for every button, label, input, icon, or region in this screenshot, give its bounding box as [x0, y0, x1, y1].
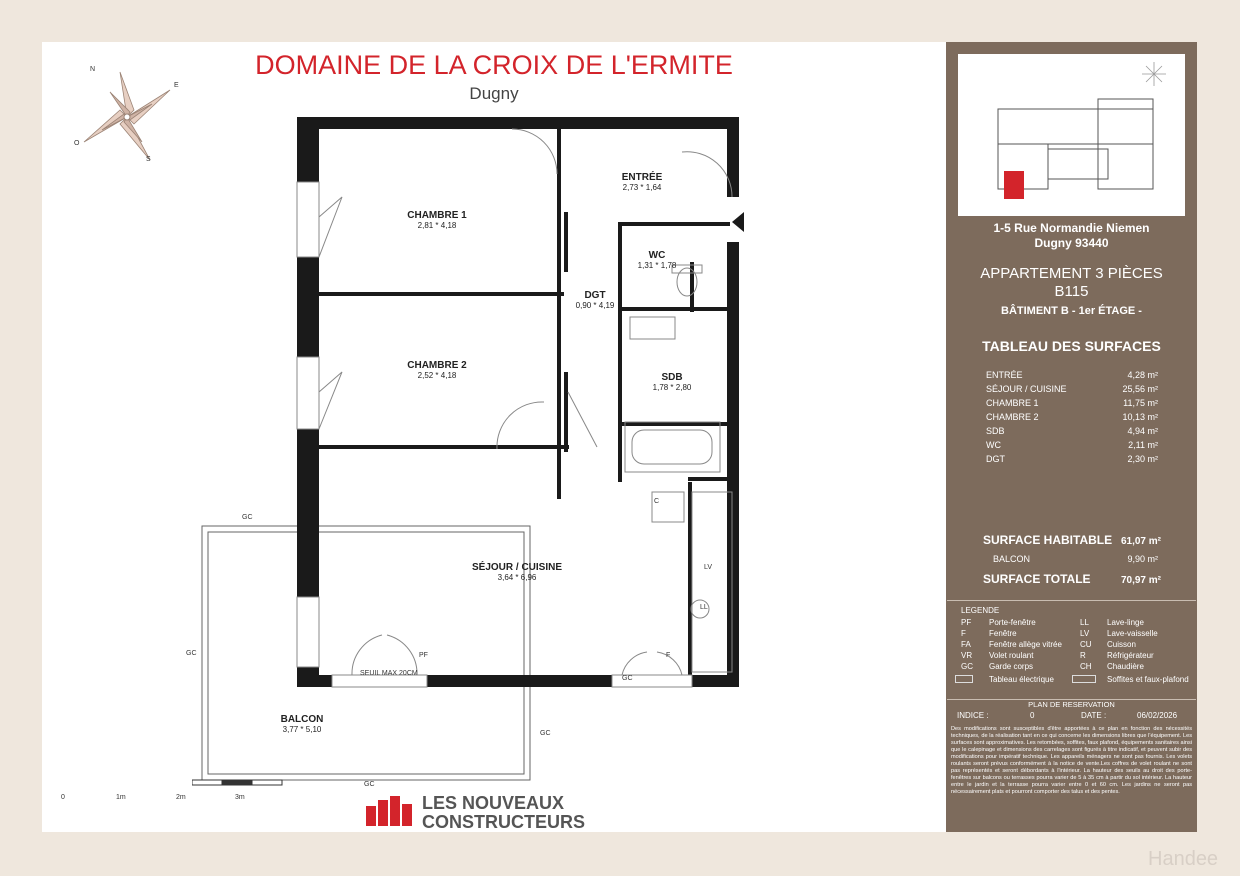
legend-code: LV	[1080, 629, 1090, 638]
label-lv: LV	[704, 564, 713, 571]
label-pf: PF	[419, 652, 428, 659]
surface-row: SDB 4,94 m²	[986, 426, 1158, 436]
brand-logo-text: LES NOUVEAUX CONSTRUCTEURS	[422, 793, 586, 832]
scale-2m: 2m	[176, 794, 186, 801]
room-sdb: SDB 1,78 * 2,80	[652, 372, 692, 392]
label-gc-balcony-right: GC	[540, 730, 551, 737]
room-chambre-2: CHAMBRE 2 2,52 * 4,18	[407, 360, 467, 380]
legend-code: VR	[961, 651, 973, 660]
legend-code: LL	[1080, 618, 1089, 627]
legend-text: Fenêtre	[989, 629, 1017, 638]
scale-1m: 1m	[116, 794, 126, 801]
legend-text: Lave-vaisselle	[1107, 629, 1158, 638]
label-seuil: SEUIL MAX 20CM	[360, 670, 418, 677]
tableau-electrique-icon	[955, 675, 973, 683]
label-c: C	[654, 498, 660, 505]
legend-text: Porte-fenêtre	[989, 618, 1036, 627]
sidebar-panel	[946, 42, 1197, 832]
legend-title: LEGENDE	[961, 606, 1000, 615]
legend-code: CH	[1080, 662, 1092, 671]
legend-code: PF	[961, 618, 972, 627]
legend-code: R	[1080, 651, 1086, 660]
plan-sheet	[42, 42, 946, 832]
address: 1-5 Rue Normandie Niemen Dugny 93440	[993, 221, 1150, 250]
date-label: DATE :	[1081, 711, 1107, 720]
apartment-info: APPARTEMENT 3 PIÈCES B115 BÂTIMENT B - 1er ÉTAGE -	[980, 265, 1163, 317]
surface-row: WC 2,11 m²	[986, 440, 1158, 450]
key-map-drawing	[958, 54, 1185, 216]
room-sejour-cuisine: SÉJOUR / CUISINE 3,64 * 6,96	[471, 562, 563, 582]
surface-row: CHAMBRE 2 10,13 m²	[986, 412, 1158, 422]
walls	[297, 117, 739, 687]
scale-bar	[192, 780, 282, 785]
scale-3m: 3m	[235, 794, 245, 801]
project-city: Dugny	[469, 84, 519, 103]
compass-s: S	[146, 156, 151, 163]
indice-label: INDICE :	[957, 711, 989, 720]
soffites-icon	[1072, 675, 1096, 683]
legend-text: Cuisson	[1107, 640, 1136, 649]
compass-rose-icon	[72, 62, 182, 172]
label-gc-window: GC	[622, 675, 633, 682]
legend-text: Chaudière	[1107, 662, 1144, 671]
room-wc: WC 1,31 * 1,78	[637, 250, 677, 270]
label-gc-balcony-bottom: GC	[364, 781, 375, 788]
legend-tableau: Tableau électrique	[989, 675, 1054, 684]
surface-row: DGT 2,30 m²	[986, 454, 1158, 464]
watermark: Handee	[1148, 848, 1219, 870]
surface-habitable: SURFACE HABITABLE 61,07 m²	[983, 533, 1161, 547]
surface-row: SÉJOUR / CUISINE 25,56 m²	[986, 384, 1158, 394]
legend-text: Lave-linge	[1107, 618, 1144, 627]
legend-text: Volet roulant	[989, 651, 1034, 660]
label-f: F	[666, 652, 671, 659]
brand-logo-icon	[364, 794, 416, 828]
project-title: DOMAINE DE LA CROIX DE L'ERMITE	[255, 50, 733, 80]
disclaimer-notes: Des modifications sont susceptibles d'être apportées à ce plan en fonction des nécessités techniques, de la réalisation tant en ce qui concerne les dimensions libres que l'équipement. Les surfaces sont approximatives. Les retombées, soffites, faux plafond, équipements sanitaires ainsi que le calepinage et dimensions des carrelages sont figurés à titre indicatif, et peuvent subir des modifications pour impératif technique. Les appareils ménagers ne sont pas fournis. Les volets roulants seront prévus conformément à la notice de vente.Les coffres de volet roulant ne sont pas représentés et seront débordants à l'intérieur. La hauteur des seuils au droit des porte-fenêtres sur balcons ou terrasses pourra varier de 5 à 35 cm à partir du sol intérieur. La hauteur entre le jardin et la terrasse pourra varier entre 0 et 60 cm. Les jardins ne seront pas nécessairement plats et pourront comporter des talus et des pentes.	[951, 726, 1192, 795]
surface-row: CHAMBRE 1 11,75 m²	[986, 398, 1158, 408]
label-gc-balcony-top: GC	[242, 514, 253, 521]
surface-totale: SURFACE TOTALE 70,97 m²	[983, 572, 1161, 586]
legend-code: FA	[961, 640, 971, 649]
room-entree: ENTRÉE 2,73 * 1,64	[621, 172, 663, 192]
indice-value: 0	[1030, 711, 1035, 720]
room-chambre-1: CHAMBRE 1 2,81 * 4,18	[407, 210, 467, 230]
legend	[947, 600, 1196, 700]
legend-text: Fenêtre allège vitrée	[989, 640, 1062, 649]
reservation-info	[947, 700, 1196, 722]
surface-row: ENTRÉE 4,28 m²	[986, 370, 1158, 380]
scale-0: 0	[61, 794, 65, 801]
compass-e: E	[174, 82, 179, 89]
legend-code: F	[961, 629, 966, 638]
label-gc-balcony-left: GC	[186, 650, 197, 657]
compass-o: O	[74, 140, 80, 147]
room-balcon: BALCON 3,77 * 5,10	[280, 714, 324, 734]
label-ll: LL	[700, 604, 708, 611]
legend-text: Garde corps	[989, 662, 1034, 671]
building-key-map	[958, 54, 1185, 216]
surfaces-table-title: TABLEAU DES SURFACES	[982, 338, 1161, 354]
date-value: 06/02/2026	[1137, 711, 1178, 720]
legend-code: GC	[961, 662, 973, 671]
legend-code: CU	[1080, 640, 1092, 649]
room-dgt: DGT 0,90 * 4,19	[575, 290, 615, 310]
legend-soffites: Soffites et faux-plafond	[1107, 675, 1189, 684]
compass-n: N	[90, 66, 96, 73]
surface-balcon: BALCON 9,90 m²	[993, 554, 1158, 564]
legend-text: Réfrigérateur	[1107, 651, 1154, 660]
plan-title: PLAN DE RESERVATION	[1028, 700, 1115, 709]
